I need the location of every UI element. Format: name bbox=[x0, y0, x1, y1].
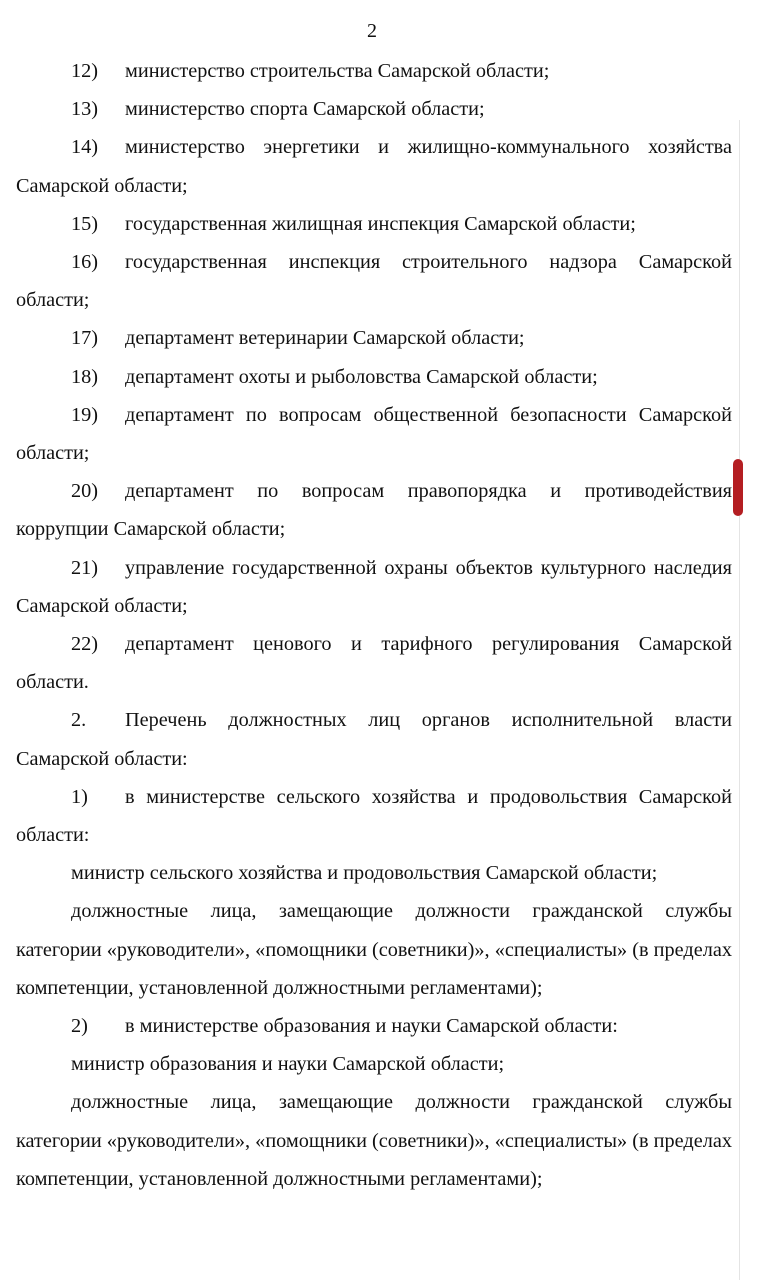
item-text: управление государственной охраны объектов культурного наследия Самарской области; bbox=[16, 556, 732, 617]
item-text: департамент ценового и тарифного регулирования Самарской области. bbox=[16, 633, 732, 694]
scrollbar-thumb[interactable] bbox=[733, 459, 743, 516]
list-item bbox=[16, 205, 732, 243]
list-item bbox=[16, 778, 732, 854]
item-number: 20) bbox=[71, 480, 99, 503]
item-number: 19) bbox=[71, 403, 99, 426]
item-number: 16) bbox=[71, 251, 99, 274]
item-number: 17) bbox=[71, 327, 99, 350]
page-number: 2 bbox=[367, 20, 377, 42]
list-item bbox=[16, 396, 732, 472]
list-item bbox=[16, 625, 732, 701]
list-item bbox=[16, 472, 732, 548]
list-item bbox=[16, 243, 732, 319]
paragraph: министр сельского хозяйства и продовольствия Самарской области; bbox=[71, 862, 658, 885]
item-number: 21) bbox=[71, 556, 99, 579]
item-number: 13) bbox=[71, 98, 99, 121]
list-item bbox=[16, 549, 732, 625]
item-text: министерство спорта Самарской области; bbox=[125, 98, 485, 121]
item-number: 12) bbox=[71, 60, 99, 82]
item-number: 2) bbox=[71, 1015, 88, 1038]
document-body bbox=[16, 52, 732, 1198]
item-text: департамент охоты и рыболовства Самарской области; bbox=[125, 365, 598, 388]
item-text: в министерстве образования и науки Самарской области: bbox=[125, 1015, 618, 1038]
list-item bbox=[16, 128, 732, 204]
section-heading bbox=[16, 701, 732, 777]
page-edge-divider bbox=[739, 120, 740, 1280]
item-text: государственная жилищная инспекция Самарской области; bbox=[125, 212, 636, 235]
list-item bbox=[16, 90, 732, 128]
paragraph: должностные лица, замещающие должности гражданской службы категории «руководители», «помощники (советники)», «специалисты» (в пределах компетенции, установленной должностными регламентами); bbox=[16, 1091, 732, 1190]
item-number: 15) bbox=[71, 212, 99, 235]
item-number: 1) bbox=[71, 785, 88, 808]
list-item bbox=[16, 1007, 732, 1045]
item-text: департамент ветеринарии Самарской области; bbox=[125, 327, 525, 350]
section-text: Перечень должностных лиц органов исполнительной власти Самарской области: bbox=[16, 709, 732, 770]
item-text: департамент по вопросам правопорядка и противодействия коррупции Самарской области; bbox=[16, 480, 732, 541]
list-item bbox=[16, 358, 732, 396]
item-number: 22) bbox=[71, 633, 99, 656]
item-text: в министерстве сельского хозяйства и продовольствия Самарской области: bbox=[16, 785, 732, 847]
item-number: 18) bbox=[71, 365, 99, 388]
paragraph: министр образования и науки Самарской области; bbox=[71, 1053, 505, 1076]
item-text: министерство энергетики и жилищно-коммунального хозяйства Самарской области; bbox=[16, 136, 732, 197]
list-item bbox=[16, 319, 732, 357]
item-text: государственная инспекция строительного надзора Самарской области; bbox=[16, 251, 732, 312]
item-number: 14) bbox=[71, 136, 99, 159]
item-text: министерство строительства Самарской области; bbox=[125, 60, 550, 82]
list-item bbox=[16, 52, 732, 90]
paragraph: должностные лица, замещающие должности гражданской службы категории «руководители», «помощники (советники)», «специалисты» (в пределах компетенции, установленной должностными регламентами); bbox=[16, 900, 732, 999]
item-text: департамент по вопросам общественной безопасности Самарской области; bbox=[16, 403, 732, 465]
section-number: 2. bbox=[71, 709, 87, 732]
